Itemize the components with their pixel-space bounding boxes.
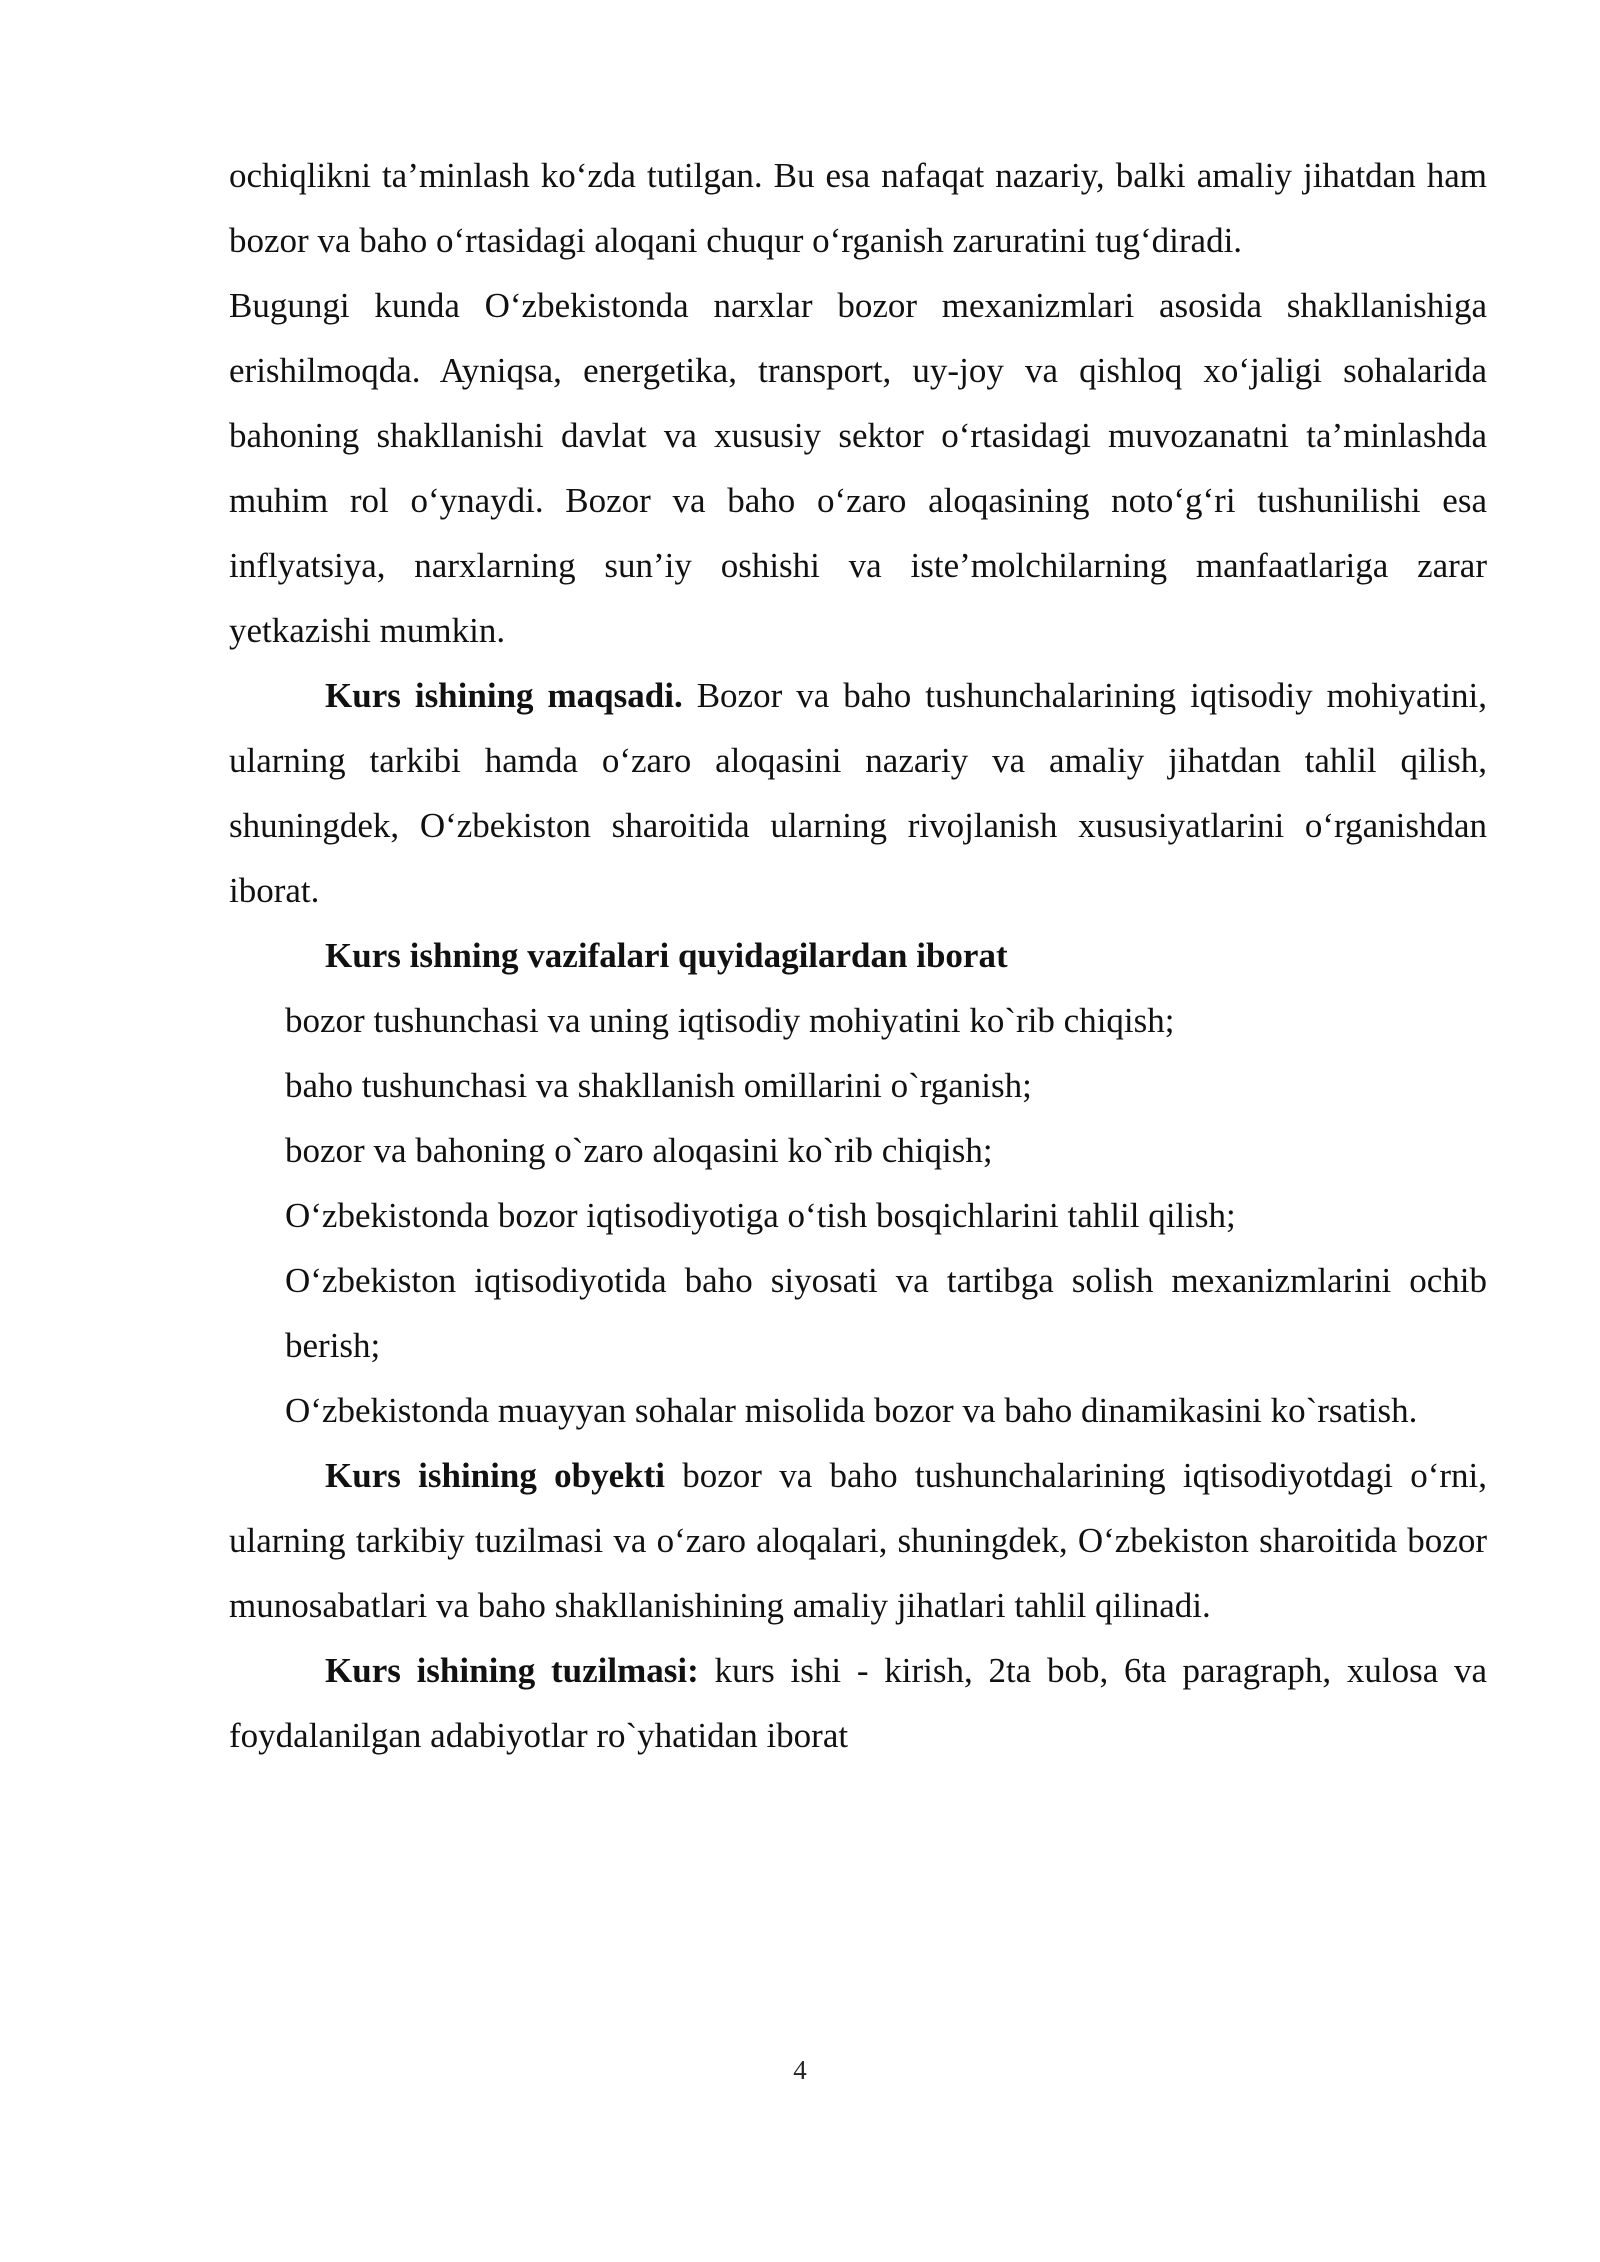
task-item: O‘zbekiston iqtisodiyotida baho siyosati va tartibga solish mexanizmlarini ochib berish; [285,1261,1487,1365]
object-text: bozor va baho tushunchalarining iqtisodiyotdagi o‘rni, ularning tarkibiy tuzilmasi va o‘zaro aloqalari, shuningdek, O‘zbekiston sharoitida bozor munosabatlari va baho shakllanishining amaliy jihatlari tahlil qilinadi. [229,1456,1487,1625]
goal-paragraph [229,663,1487,923]
structure-heading: Kurs ishining tuzilmasi: [325,1651,699,1690]
task-item: baho tushunchasi va shakllanish omillarini o`rganish; [285,1066,1032,1105]
task-item: bozor va bahoning o`zaro aloqasini ko`rib chiqish; [285,1131,993,1170]
document-body [229,143,1487,1768]
structure-paragraph [229,1638,1487,1768]
task-item: O‘zbekistonda bozor iqtisodiyotiga o‘tish bosqichlarini tahlil qilish; [285,1196,1236,1235]
intro-paragraph: ochiqlikni ta’minlash ko‘zda tutilgan. Bu esa nafaqat nazariy, balki amaliy jihatdan ham bozor va baho o‘rtasidagi aloqani chuqur o‘rganish zaruratini tug‘diradi. [229,156,1487,260]
task-item: O‘zbekistonda muayyan sohalar misolida bozor va baho dinamikasini ko`rsatish. [285,1391,1418,1430]
tasks-list [229,988,1487,1443]
object-heading: Kurs ishining obyekti [325,1456,665,1495]
structure-text: kurs ishi - kirish, 2ta bob, 6ta paragraph, xulosa va foydalanilgan adabiyotlar ro`yhatidan iborat [229,1651,1487,1755]
context-paragraph: Bugungi kunda O‘zbekistonda narxlar bozor mexanizmlari asosida shakllanishiga erishilmoqda. Ayniqsa, energetika, transport, uy-joy va qishloq xo‘jaligi sohalarida bahoning shakllanishi davlat va xususiy sektor o‘rtasidagi muvozanatni ta’minlashda muhim rol o‘ynaydi. Bozor va baho o‘zaro aloqasining noto‘g‘ri tushunilishi esa inflyatsiya, narxlarning sun’iy oshishi va iste’molchilarning manfaatlariga zarar yetkazishi mumkin. [229,286,1487,650]
tasks-heading: Kurs ishning vazifalari quyidagilardan iborat [325,936,1008,975]
goal-text: Bozor va baho tushunchalarining iqtisodiy mohiyatini, ularning tarkibi hamda o‘zaro aloqasini nazariy va amaliy jihatdan tahlil qilish, shuningdek, O‘zbekiston sharoitida ularning rivojlanish xususiyatlarini o‘rganishdan iborat. [229,676,1487,910]
task-item: bozor tushunchasi va uning iqtisodiy mohiyatini ko`rib chiqish; [285,1001,1175,1040]
page-number: 4 [793,2055,807,2085]
goal-heading: Kurs ishining maqsadi. [325,676,683,715]
object-paragraph [229,1443,1487,1638]
tasks-heading-paragraph [229,923,1487,988]
